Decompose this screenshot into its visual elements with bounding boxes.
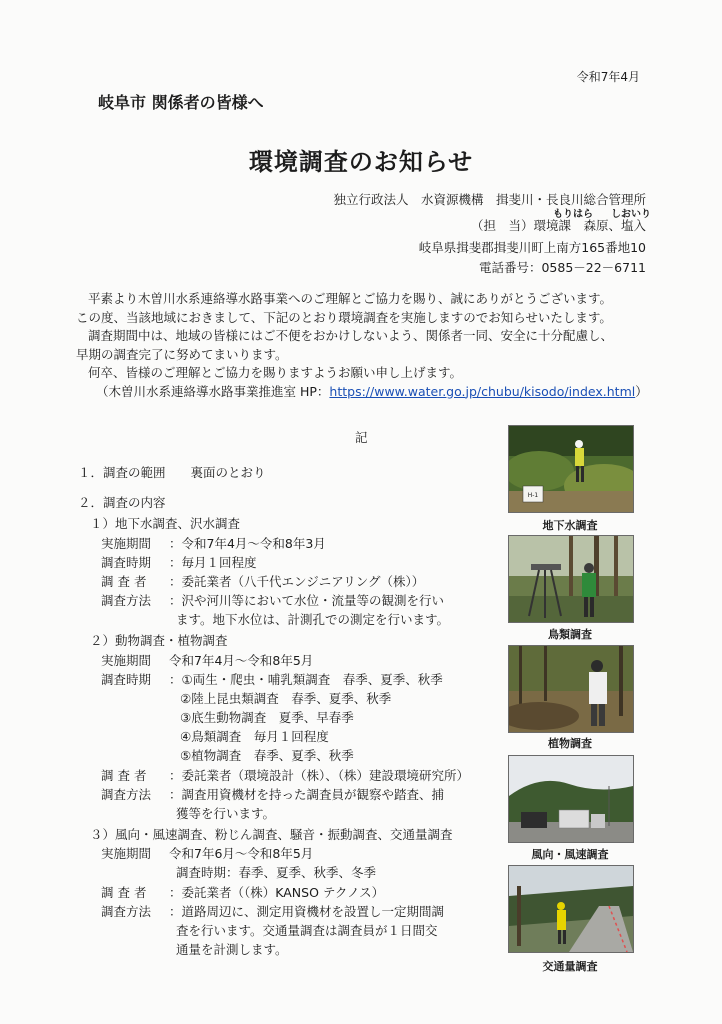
label: 実施期間 — [101, 846, 152, 861]
ki-heading: 記 — [355, 430, 368, 445]
photo-birds-image — [509, 536, 633, 622]
s2-timing-4: ④鳥類調査 毎月１回程度 — [180, 729, 329, 744]
photo-groundwater — [508, 425, 634, 513]
issue-date: 令和7年4月 — [576, 70, 640, 84]
hp-line — [76, 383, 666, 402]
photo-birds — [508, 535, 634, 623]
s2-timing — [101, 670, 443, 688]
value: ：調査用資機材を持った調査員が観察や踏査、捕 — [169, 787, 445, 802]
label: 調査時期 — [176, 865, 227, 880]
photo-plants-image — [509, 646, 633, 732]
s3-period — [101, 844, 313, 862]
label: 実施期間 — [101, 536, 152, 551]
s2-heading: ２）動物調査・植物調査 — [90, 633, 228, 648]
label: 実施期間 — [101, 653, 152, 668]
recipient: 岐阜市 関係者の皆様へ — [98, 93, 264, 112]
page-title: 環境調査のお知らせ — [248, 148, 474, 176]
s2-method — [101, 785, 444, 803]
label: 調 査 者 — [101, 885, 147, 900]
s2-period — [101, 651, 313, 669]
intro-p5: 何卒、皆様のご理解とご協力を賜りますようお願い申し上げます。 — [88, 365, 463, 380]
caption-traffic: 交通量調査 — [542, 960, 598, 973]
hp-prefix: （木曽川水系連絡導水路事業推進室 HP： — [96, 383, 330, 399]
value: ：①両生・爬虫・哺乳類調査 春季、夏季、秋季 — [169, 672, 443, 687]
s1-timing — [101, 553, 257, 571]
intro-text — [76, 290, 666, 401]
s1-method — [101, 591, 444, 609]
s3-method-2: 査を行います。交通量調査は調査員が１日間交 — [176, 923, 438, 938]
sender-org: 独立行政法人 水資源機構 揖斐川・長良川総合管理所 — [333, 192, 646, 207]
caption-groundwater: 地下水調査 — [542, 519, 598, 532]
s3-method — [101, 902, 444, 920]
s1-method-2: ます。地下水位は、計測孔での測定を行います。 — [176, 612, 450, 627]
photo-groundwater-image — [509, 426, 633, 512]
value: ：道路周辺に、測定用資機材を設置し一定期間調 — [169, 904, 445, 919]
survey-sign: H-1 — [527, 492, 539, 499]
intro-p3: 調査期間中は、地域の皆様にはご不便をおかけしないよう、関係者一同、安全に十分配慮し、 — [88, 328, 614, 343]
caption-wind: 風向・風速調査 — [531, 848, 609, 861]
section2-heading: ２．調査の内容 — [78, 495, 166, 510]
value: ：委託業者（環境設計（株）、（株）建設環境研究所） — [169, 768, 470, 783]
s1-surveyor — [101, 572, 424, 590]
s2-timing-5: ⑤植物調査 春季、夏季、秋季 — [180, 748, 354, 763]
photo-traffic — [508, 865, 634, 953]
s2-method-2: 獲等を行います。 — [176, 806, 276, 821]
label: 調査方法 — [101, 787, 152, 802]
label: 調査方法 — [101, 904, 152, 919]
s3-heading: ３）風向・風速調査、粉じん調査、騒音・振動調査、交通量調査 — [90, 827, 453, 842]
s1-period — [101, 534, 326, 552]
value: ：沢や河川等において水位・流量等の観測を行い — [169, 593, 445, 608]
label: 調 査 者 — [101, 574, 147, 589]
s1-heading: １）地下水調査、沢水調査 — [90, 516, 241, 531]
hp-suffix: ） — [635, 383, 648, 399]
photo-traffic-image — [509, 866, 633, 952]
s2-timing-2: ②陸上昆虫類調査 春季、夏季、秋季 — [180, 691, 392, 706]
intro-p2: この度、当該地域におきまして、下記のとおり環境調査を実施しますのでお知らせいたします。 — [76, 309, 612, 325]
s2-timing-3: ③底生動物調査 夏季、早春季 — [180, 710, 354, 725]
value: ：毎月１回程度 — [169, 555, 257, 570]
sender-phone: 電話番号：0585－22－6711 — [478, 260, 646, 275]
sender-address: 岐阜県揖斐郡揖斐川町上南方165番地10 — [418, 240, 646, 255]
intro-p4: 早期の調査完了に努めてまいります。 — [76, 346, 288, 362]
s3-surveyor — [101, 883, 384, 901]
section1-heading: １．調査の範囲 裏面のとおり — [78, 465, 266, 480]
caption-birds: 鳥類調査 — [548, 628, 592, 641]
value: ：委託業者（八千代エンジニアリング（株）） — [169, 574, 425, 589]
photo-wind — [508, 755, 634, 843]
value: ：令和7年4月～令和8年3月 — [169, 536, 326, 551]
s3-method-3: 通量を計測します。 — [176, 942, 288, 957]
photo-wind-image — [509, 756, 633, 842]
value: 令和7年6月～令和8年5月 — [169, 846, 314, 861]
label: 調査時期 — [101, 672, 152, 687]
intro-p1: 平素より木曽川水系連絡導水路事業へのご理解とご協力を賜り、誠にありがとうございます。 — [88, 291, 613, 306]
sender-contact: （担 当）環境課 森原、塩入 — [470, 218, 646, 233]
s3-timing — [176, 863, 376, 881]
value: 令和7年4月～令和8年5月 — [169, 653, 314, 668]
ruby-shioiri: しおいり — [611, 209, 651, 220]
s2-surveyor — [101, 766, 469, 784]
label: 調査時期 — [101, 555, 152, 570]
hp-link[interactable]: https://www.water.go.jp/chubu/kisodo/index.html — [329, 383, 636, 399]
value: ：春季、夏季、秋季、冬季 — [226, 865, 377, 880]
value: ：委託業者（（株）KANSO テクノス） — [169, 885, 385, 900]
photo-plants — [508, 645, 634, 733]
caption-plants: 植物調査 — [548, 737, 592, 750]
label: 調 査 者 — [101, 768, 147, 783]
ruby-morihara: もりはら — [553, 209, 593, 220]
label: 調査方法 — [101, 593, 152, 608]
